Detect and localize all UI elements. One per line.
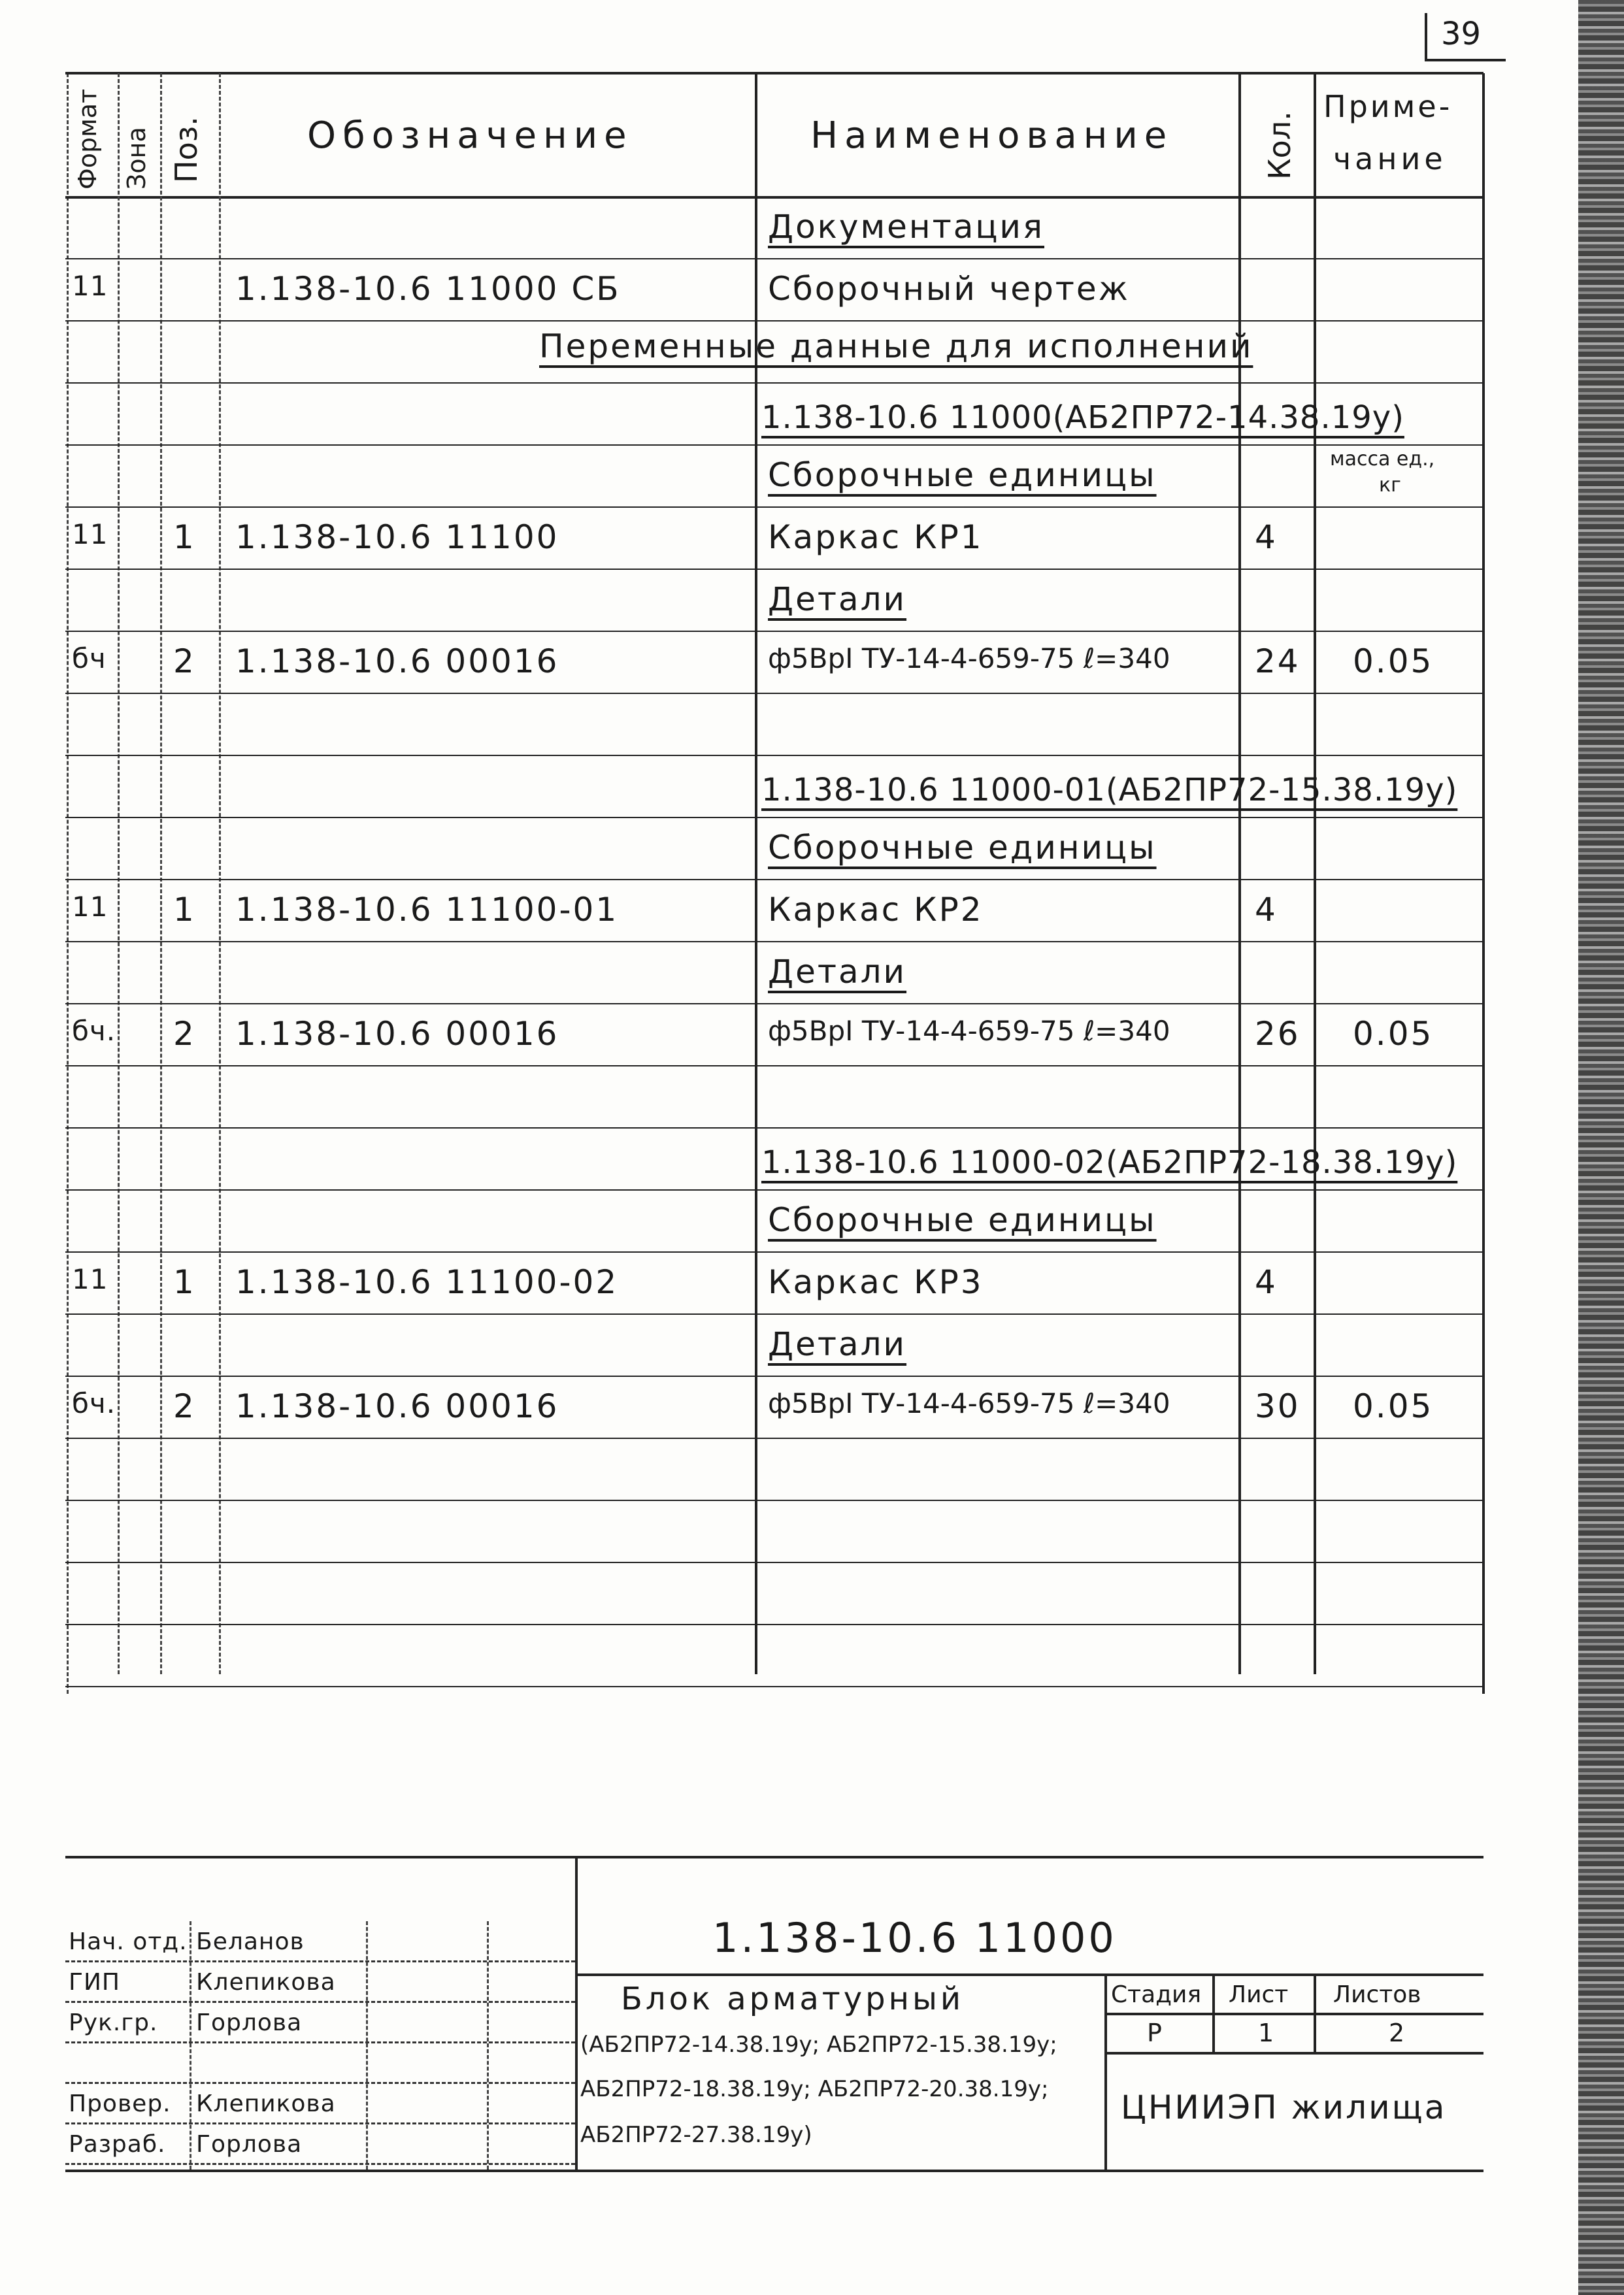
- row-name: Каркас КР2: [768, 891, 984, 929]
- row-quantity: 30: [1255, 1387, 1301, 1425]
- row-divider: [65, 755, 1483, 756]
- row-position: 1: [173, 518, 196, 556]
- row-name: ф5ВрI ТУ-14-4-659-75 ℓ=340: [768, 1387, 1170, 1419]
- header-format: Формат: [73, 88, 102, 190]
- stamp-role-sep: [190, 1921, 191, 2170]
- row-note: 0.05: [1353, 642, 1434, 680]
- row-name: Каркас КР1: [768, 518, 984, 556]
- row-divider: [65, 817, 1483, 818]
- table-right-border: [1482, 73, 1485, 1694]
- col-sep-name: [1238, 73, 1241, 1674]
- stamp-role: Рук.гр.: [69, 2009, 158, 2036]
- row-format: 11: [72, 891, 108, 923]
- stamp-row-line: [65, 2163, 575, 2165]
- row-designation: 1.138-10.6 00016: [235, 1387, 559, 1425]
- row-divider: [65, 1313, 1483, 1315]
- header-pos: Поз.: [169, 116, 204, 183]
- stamp-row-line: [65, 2122, 575, 2124]
- row-name: Сборочные единицы: [768, 829, 1157, 867]
- row-designation: 1.138-10.6 11100-02: [235, 1263, 619, 1301]
- col-sep-qty: [1314, 73, 1316, 1674]
- row-note: 0.05: [1353, 1015, 1434, 1053]
- stamp-sheets-label: Листов: [1333, 1981, 1421, 2008]
- row-format: бч.: [72, 1015, 116, 1047]
- stamp-bottom-line: [65, 2170, 1483, 2172]
- row-divider: [65, 444, 1483, 446]
- row-designation: 1.138-10.6 11100: [235, 518, 559, 556]
- col-sep-pos: [219, 73, 221, 1674]
- header-zone: Зона: [122, 127, 151, 190]
- row-position: 2: [173, 1387, 196, 1425]
- row-name: ф5ВрI ТУ-14-4-659-75 ℓ=340: [768, 642, 1170, 674]
- row-divider: [65, 320, 1483, 322]
- table-outer-left: [67, 73, 69, 1694]
- stamp-title-line3: АБ2ПР72-18.38.19у; АБ2ПР72-20.38.19у;: [580, 2076, 1049, 2102]
- row-divider: [65, 1500, 1483, 1501]
- stamp-role: ГИП: [69, 1969, 120, 1996]
- stamp-title-line2: (АБ2ПР72-14.38.19у; АБ2ПР72-15.38.19у;: [580, 2032, 1057, 2058]
- stamp-row-line: [65, 2041, 575, 2043]
- row-format: бч: [72, 642, 107, 674]
- stamp-role: Нач. отд.: [69, 1928, 188, 1955]
- row-quantity: 24: [1255, 642, 1301, 680]
- row-name: Документация: [768, 208, 1044, 246]
- row-divider: [65, 693, 1483, 694]
- variable-data-heading: Переменные данные для исполнений: [539, 327, 1253, 365]
- row-name: Каркас КР3: [768, 1263, 984, 1301]
- row-format: бч.: [72, 1387, 116, 1419]
- row-divider: [65, 258, 1483, 259]
- row-divider: [65, 941, 1483, 942]
- row-quantity: 4: [1255, 891, 1278, 929]
- mass-unit-line1: масса ед.,: [1330, 448, 1435, 471]
- stamp-stage-line: [1104, 2013, 1483, 2015]
- stamp-row-line: [65, 1960, 575, 1962]
- row-name: Сборочные единицы: [768, 1201, 1157, 1239]
- header-designation: Обозначение: [307, 114, 633, 157]
- row-position: 1: [173, 1263, 196, 1301]
- row-divider: [65, 1438, 1483, 1439]
- variant-2-designation: 1.138-10.6 11000-01(АБ2ПР72-15.38.19у): [761, 772, 1458, 808]
- stamp-name-sep: [366, 1921, 368, 2170]
- row-format: 11: [72, 518, 108, 550]
- stamp-stage-sep1: [1212, 1973, 1215, 2052]
- stamp-stage-values-line: [1104, 2052, 1483, 2055]
- header-note-line2: чание: [1333, 141, 1447, 176]
- row-divider: [65, 569, 1483, 570]
- row-divider: [65, 506, 1483, 508]
- row-quantity: 4: [1255, 1263, 1278, 1301]
- stamp-organization: ЦНИИЭП жилища: [1121, 2089, 1447, 2126]
- header-qty: Кол.: [1262, 111, 1297, 180]
- stamp-stage-value: Р: [1147, 2019, 1162, 2047]
- stamp-role: Разраб.: [69, 2131, 166, 2158]
- row-quantity: 26: [1255, 1015, 1301, 1053]
- row-divider: [65, 879, 1483, 880]
- row-divider: [65, 1624, 1483, 1625]
- row-format: 11: [72, 1263, 108, 1295]
- row-name: Сборочные единицы: [768, 456, 1157, 494]
- stamp-doc-number: 1.138-10.6 11000: [712, 1914, 1117, 1962]
- row-name: Детали: [768, 580, 907, 618]
- row-format: 11: [72, 270, 108, 302]
- stamp-sheet-value: 1: [1258, 2019, 1274, 2047]
- table-top-border: [65, 72, 1483, 74]
- variant-1-designation: 1.138-10.6 11000(АБ2ПР72-14.38.19у): [761, 399, 1404, 436]
- row-designation: 1.138-10.6 11100-01: [235, 891, 619, 929]
- col-sep-format: [118, 73, 120, 1674]
- stamp-name: Горлова: [196, 2131, 303, 2158]
- header-name: Наименование: [810, 114, 1174, 157]
- stamp-role: Провер.: [69, 2090, 171, 2117]
- stamp-stage-label: Стадия: [1111, 1981, 1202, 2008]
- row-position: 1: [173, 891, 196, 929]
- stamp-name: Беланов: [196, 1928, 305, 1955]
- row-divider: [65, 1376, 1483, 1377]
- row-name: Детали: [768, 1325, 907, 1363]
- row-name: Детали: [768, 953, 907, 991]
- row-divider: [65, 1189, 1483, 1191]
- row-designation: 1.138-10.6 00016: [235, 1015, 559, 1053]
- header-bottom-line: [65, 196, 1483, 199]
- header-note-line1: Приме-: [1323, 89, 1453, 124]
- stamp-stage-sep2: [1314, 1973, 1316, 2052]
- stamp-docnum-line: [575, 1973, 1483, 1976]
- stamp-left-sep: [575, 1856, 578, 2170]
- stamp-title-line1: Блок арматурный: [621, 1981, 965, 2017]
- col-sep-designation: [755, 73, 757, 1674]
- row-note: 0.05: [1353, 1387, 1434, 1425]
- stamp-row-line: [65, 2001, 575, 2003]
- stamp-name: Клепикова: [196, 2090, 336, 2117]
- row-divider: [65, 1003, 1483, 1004]
- col-sep-zone: [160, 73, 162, 1674]
- row-divider: [65, 1251, 1483, 1253]
- row-quantity: 4: [1255, 518, 1278, 556]
- variant-3-designation: 1.138-10.6 11000-02(АБ2ПР72-18.38.19у): [761, 1144, 1458, 1181]
- stamp-sheets-value: 2: [1389, 2019, 1405, 2047]
- row-designation: 1.138-10.6 00016: [235, 642, 559, 680]
- row-divider: [65, 382, 1483, 384]
- row-position: 2: [173, 1015, 196, 1053]
- row-divider: [65, 1127, 1483, 1129]
- stamp-name: Горлова: [196, 2009, 303, 2036]
- page-number: 39: [1441, 16, 1482, 52]
- stamp-sign-sep: [487, 1921, 489, 2170]
- row-name: Сборочный чертеж: [768, 270, 1130, 308]
- stamp-top-line: [65, 1856, 1483, 1858]
- row-position: 2: [173, 642, 196, 680]
- mass-unit-line2: кг: [1379, 474, 1401, 497]
- stamp-sheet-label: Лист: [1229, 1981, 1289, 2008]
- row-divider: [65, 1562, 1483, 1563]
- row-divider: [65, 631, 1483, 632]
- stamp-row-line: [65, 2082, 575, 2084]
- scan-edge: [1578, 0, 1624, 2295]
- row-divider: [65, 1065, 1483, 1066]
- row-name: ф5ВрI ТУ-14-4-659-75 ℓ=340: [768, 1015, 1170, 1047]
- row-divider: [65, 1686, 1483, 1687]
- stamp-title-sep: [1104, 1973, 1107, 2170]
- stamp-title-line4: АБ2ПР72-27.38.19у): [580, 2122, 812, 2148]
- row-designation: 1.138-10.6 11000 СБ: [235, 270, 621, 308]
- stamp-name: Клепикова: [196, 1969, 336, 1996]
